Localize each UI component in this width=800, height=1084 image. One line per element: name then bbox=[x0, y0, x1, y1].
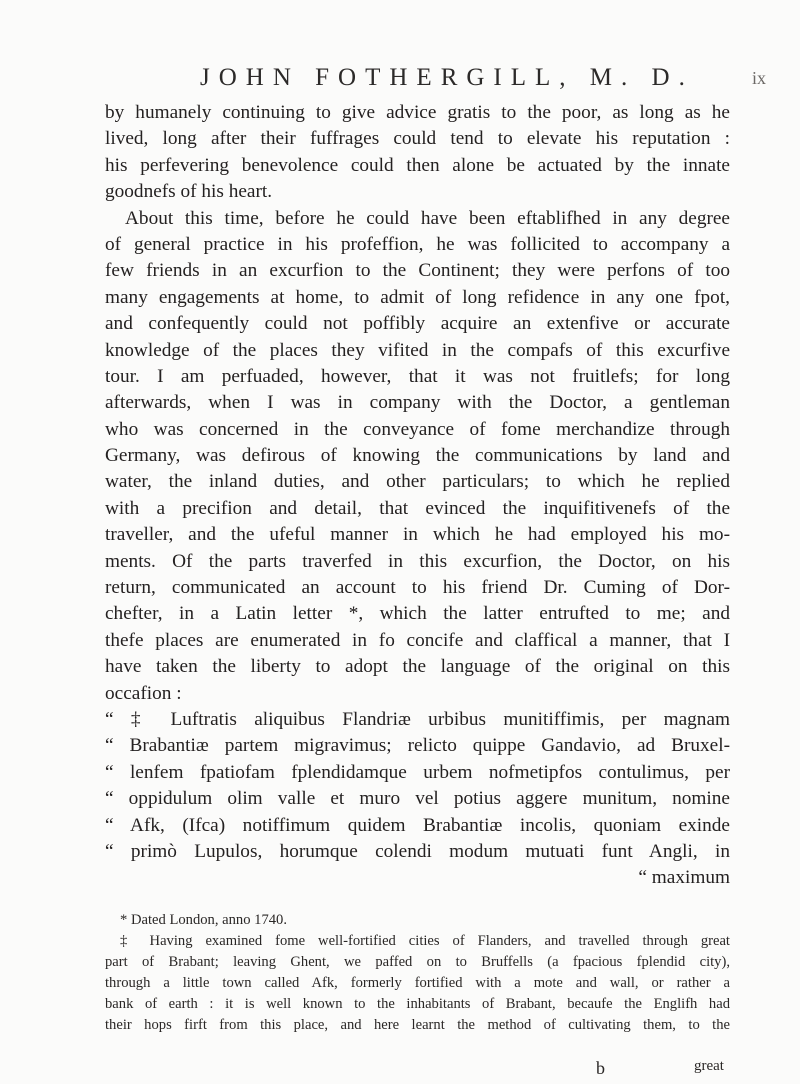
catchword: great bbox=[694, 1058, 724, 1074]
text-line: ments. Of the parts traverfed in this excurfion, the Doctor, on his bbox=[105, 550, 730, 572]
signature-mark: b bbox=[596, 1058, 605, 1078]
footnote-line: bank of earth : it is well known to the inhabitants of Brabant, becaufe the Englifh had bbox=[105, 996, 730, 1012]
footnote-line: ‡ Having examined fome well-fortified cities of Flanders, and travelled through great bbox=[120, 933, 730, 949]
quote-line: “ lenfem fpatiofam fplendidamque urbem nofmetipfos contulimus, per bbox=[105, 761, 730, 783]
text-line: water, the inland duties, and other particulars; to which he replied bbox=[105, 471, 730, 493]
text-line: occafion : bbox=[105, 682, 182, 704]
footnote-line: * Dated London, anno 1740. bbox=[120, 912, 287, 928]
footnote-line: through a little town called Afk, formerly fortified with a mote and wall, or rather a bbox=[105, 975, 730, 991]
text-line: goodnefs of his heart. bbox=[105, 181, 273, 203]
footnote-line: part of Brabant; leaving Ghent, we paffed on to Bruffells (a fpacious fplendid city), bbox=[105, 954, 730, 970]
footnote-line: their hops firft from this place, and here learnt the method of cultivating them, to the bbox=[105, 1017, 730, 1033]
text-line: his perfevering benevolence could then alone be actuated by the innate bbox=[105, 154, 730, 176]
text-line: chefter, in a Latin letter *, which the latter entrufted to me; and bbox=[105, 603, 730, 625]
quote-line: “ maximum bbox=[638, 867, 730, 889]
text-line: and confequently could not poffibly acquire an extenfive or accurate bbox=[105, 313, 730, 335]
text-line: of general practice in his profeffion, he was follicited to accompany a bbox=[105, 233, 730, 255]
text-line: knowledge of the places they vifited in the compafs of this excurfive bbox=[105, 339, 730, 361]
text-line: afterwards, when I was in company with the Doctor, a gentleman bbox=[105, 392, 730, 414]
text-line: About this time, before he could have been eftablifhed in any degree bbox=[125, 207, 730, 229]
text-line: by humanely continuing to give advice gratis to the poor, as long as he bbox=[105, 102, 730, 123]
footnotes bbox=[105, 910, 730, 1036]
text-line: lived, long after their fuffrages could tend to elevate his reputation : bbox=[105, 128, 730, 150]
text-line: tour. I am perfuaded, however, that it was not fruitlefs; for long bbox=[105, 365, 730, 387]
text-line: Germany, was defirous of knowing the communications by land and bbox=[105, 445, 730, 467]
quote-line: “ ‡ Luftratis aliquibus Flandriæ urbibus munitiffimis, per magnam bbox=[105, 708, 730, 730]
quote-line: “ primò Lupulos, horumque colendi modum mutuati funt Angli, in bbox=[105, 840, 730, 862]
page-number: ix bbox=[752, 68, 767, 88]
text-line: return, communicated an account to his friend Dr. Cuming of Dor- bbox=[105, 577, 730, 599]
text-line: have taken the liberty to adopt the language of the original on this bbox=[105, 656, 730, 678]
quote-line: “ oppidulum olim valle et muro vel potius aggere munitum, nomine bbox=[105, 788, 730, 810]
text-line: with a precifion and detail, that evinced the inquifitivenefs of the bbox=[105, 497, 730, 519]
text-line: few friends in an excurfion to the Continent; they were perfons of too bbox=[105, 260, 730, 282]
text-line: thefe places are enumerated in fo concife and claffical a manner, that I bbox=[105, 629, 730, 651]
text-line: traveller, and the ufeful manner in which he had employed his mo- bbox=[105, 524, 730, 546]
quote-line: “ Brabantiæ partem migravimus; relicto quippe Gandavio, ad Bruxel- bbox=[105, 735, 730, 757]
text-line: many engagements at home, to admit of long refidence in any one fpot, bbox=[105, 286, 730, 308]
body-text bbox=[105, 100, 730, 892]
quote-line: “ Afk, (Ifca) notiffimum quidem Brabantiæ incolis, quoniam exinde bbox=[105, 814, 730, 836]
text-line: who was concerned in the conveyance of fome merchandize through bbox=[105, 418, 730, 440]
running-title: JOHN FOTHERGILL, M. D. bbox=[200, 64, 694, 91]
page-header bbox=[0, 64, 800, 98]
